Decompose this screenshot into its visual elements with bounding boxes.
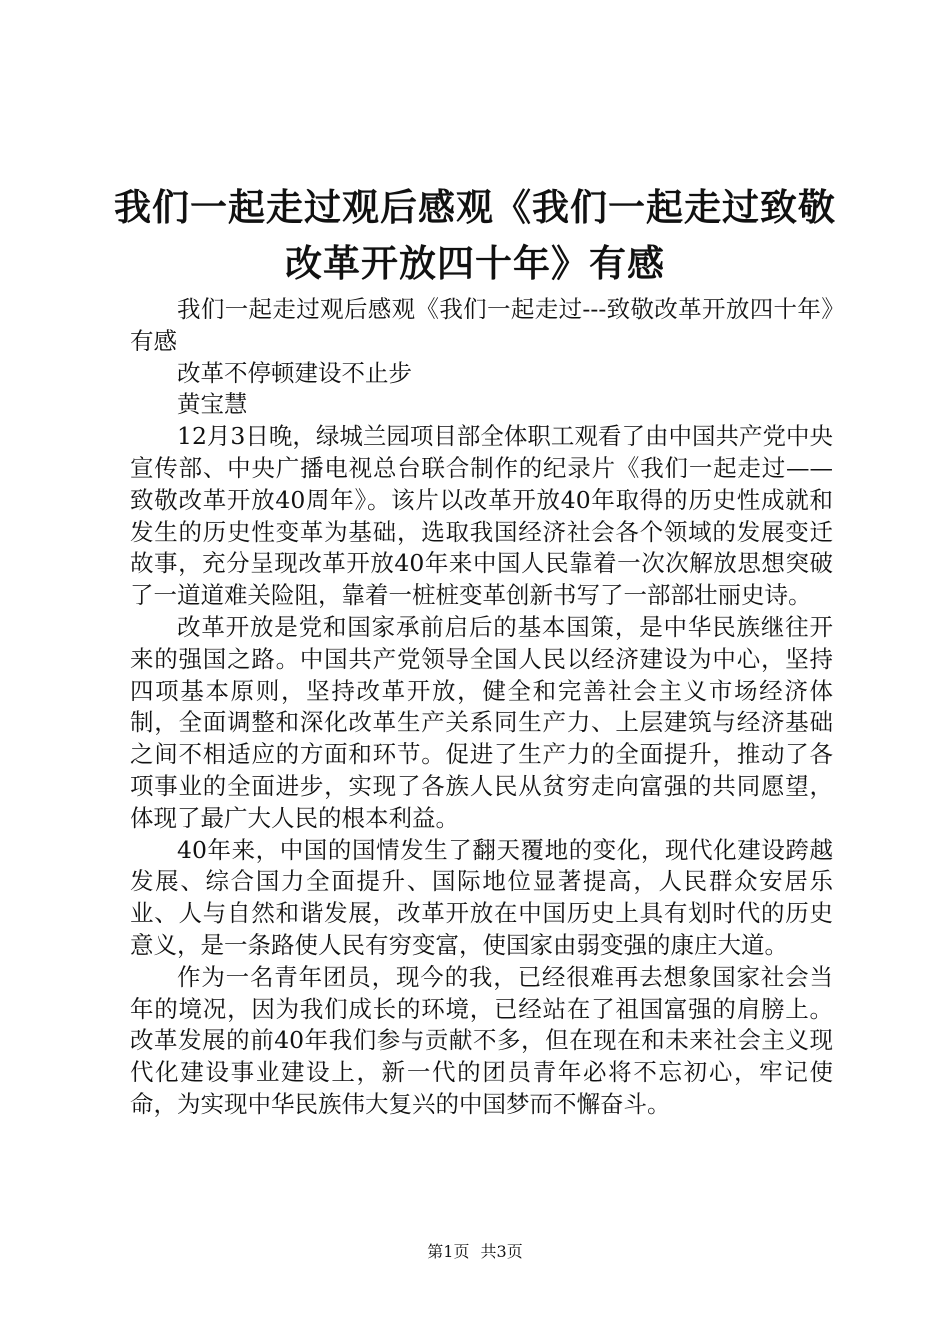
- paragraph-heading: 改革不停顿建设不止步: [177, 358, 412, 387]
- paragraph-author: 黄宝慧: [177, 390, 248, 419]
- paragraph: 作为一名青年团员，现今的我，已经很难再去想象国家社会当年的境况，因为我们成长的环境，已经站在了祖国富强的肩膀上。改革发展的前40年我们参与贡献不多，但在现在和未来社会主义现代化建设事业建设上，新一代的团员青年必将不忘初心，牢记使命，为实现中华民族伟大复兴的中国梦而不懈奋斗。: [130, 962, 833, 1118]
- paragraph: 改革开放是党和国家承前启后的基本国策，是中华民族继往开来的强国之路。中国共产党领导全国人民以经济建设为中心，坚持四项基本原则，坚持改革开放，健全和完善社会主义市场经济体制，全面调整和深化改革生产关系同生产力、上层建筑与经济基础之间不相适应的方面和环节。促进了生产力的全面提升，推动了各项事业的全面进步，实现了各族人民从贫穷走向富强的共同愿望，体现了最广大人民的根本利益。: [130, 612, 833, 832]
- paragraph: 12月3日晚，绿城兰园项目部全体职工观看了由中国共产党中央宣传部、中央广播电视总台联合制作的纪录片《我们一起走过——致敬改革开放40周年》。该片以改革开放40年取得的历史性成就和发生的历史性变革为基础，选取我国经济社会各个领域的发展变迁故事，充分呈现改革开放40年来中国人民靠着一次次解放思想突破了一道道难关险阻，靠着一桩桩变革创新书写了一部部壮丽史诗。: [130, 422, 833, 610]
- paragraph-subtitle: 我们一起走过观后感观《我们一起走过---致敬改革开放四十年》有感: [130, 295, 833, 355]
- page-number: 第1页: [427, 1242, 470, 1261]
- document-title: 我们一起走过观后感观《我们一起走过致敬改革开放四十年》有感: [114, 186, 836, 285]
- paragraph: 40年来，中国的国情发生了翻天覆地的变化，现代化建设跨越发展、综合国力全面提升、国际地位显著提高，人民群众安居乐业、人与自然和谐发展，改革开放在中国历史上具有划时代的历史意义，是一条路使人民有穷变富，使国家由弱变强的康庄大道。: [130, 835, 833, 959]
- page-footer: [0, 1242, 950, 1262]
- page-total: 共3页: [480, 1242, 523, 1261]
- document-body: [130, 294, 833, 1121]
